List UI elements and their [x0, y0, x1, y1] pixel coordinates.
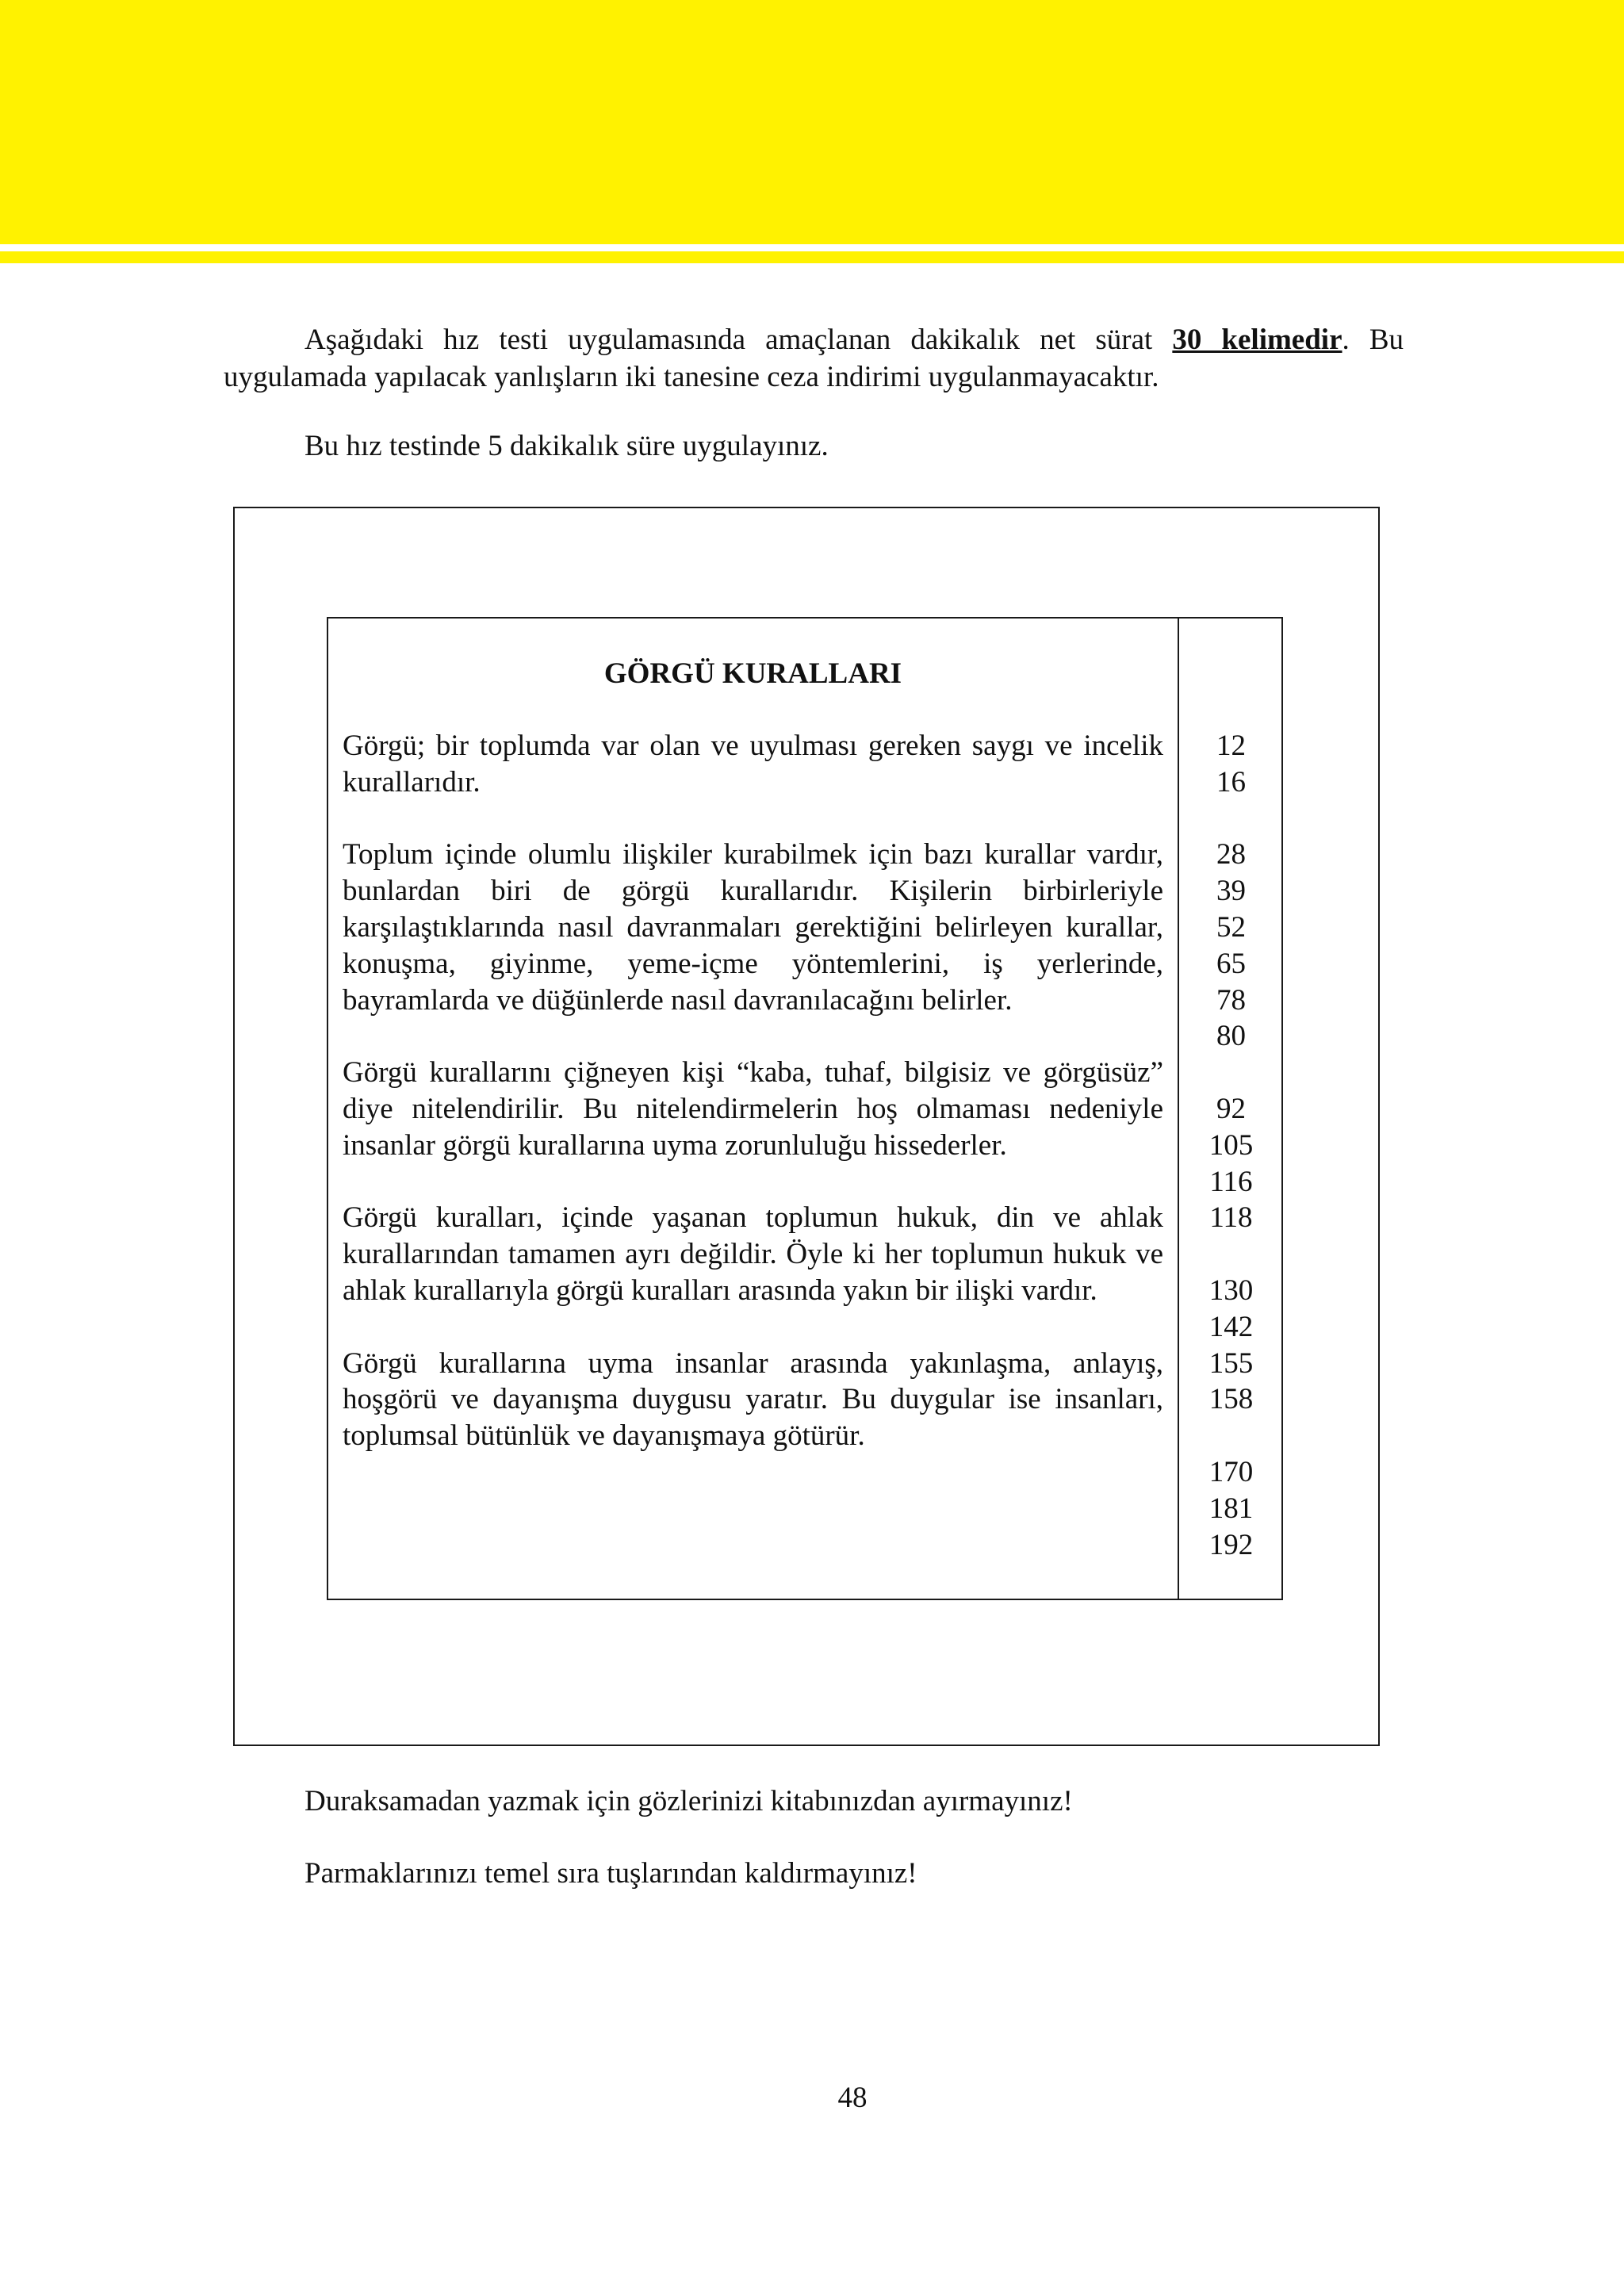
blank-line — [1179, 1236, 1283, 1273]
instructions — [224, 321, 1404, 465]
word-count-column — [1179, 728, 1283, 1563]
test-title: GÖRGÜ KURALLARI — [603, 657, 902, 690]
word-count: 192 — [1208, 1528, 1254, 1561]
instruction-speed — [224, 321, 1404, 396]
reminder-eyes: Duraksamadan yazmak için gözlerinizi kitabınızdan ayırmayınız! — [304, 1785, 1073, 1817]
word-count: 52 — [1216, 910, 1246, 944]
word-count: 80 — [1216, 1020, 1246, 1053]
word-count: 116 — [1209, 1165, 1253, 1198]
word-count: 92 — [1216, 1092, 1246, 1125]
word-count: 170 — [1208, 1455, 1254, 1488]
blank-line — [1179, 1055, 1283, 1091]
word-count: 16 — [1216, 765, 1246, 799]
test-paragraph: Görgü kuralları, içinde yaşanan toplumun hukuk, din ve ahlak kurallarından tamamen ayrı değildir. Öyle ki her toplumun hukuk ve ahlak kurallarıyla görgü kuralları arasında yakın bir ilişki vardır. — [343, 1201, 1163, 1307]
page-number: 48 — [837, 2082, 868, 2114]
test-paragraph: Görgü; bir toplumda var olan ve uyulması gereken saygı ve incelik kurallarıdır. — [343, 730, 1163, 799]
test-paragraph: Görgü kurallarına uyma insanlar arasında yakınlaşma, anlayış, hoşgörü ve dayanışma duygusu yaratır. Bu duygular ise insanları, toplumsal bütünlük ve dayanışmaya götürür. — [343, 1346, 1163, 1453]
test-paragraph: Görgü kurallarını çiğneyen kişi “kaba, tuhaf, bilgisiz ve görgüsüz” diye nitelendirilir. Bu nitelendirmelerin hoş olmaması nedeniyle insanlar görgü kurallarına uyma zorunluluğu hissederler. — [343, 1056, 1163, 1162]
word-count: 39 — [1216, 875, 1246, 908]
target-speed: 30 kelimedir — [1172, 324, 1342, 356]
word-count: 78 — [1216, 983, 1246, 1017]
word-count: 65 — [1216, 947, 1246, 980]
word-count: 142 — [1208, 1310, 1254, 1343]
instruction-time: Bu hız testinde 5 dakikalık süre uygulayınız. — [304, 430, 829, 462]
header-yellow-band — [0, 0, 1624, 244]
word-count: 130 — [1208, 1273, 1254, 1307]
test-text-column — [343, 728, 1163, 1491]
blank-line — [1179, 1418, 1283, 1454]
reminder-fingers: Parmaklarınızı temel sıra tuşlarından kaldırmayınız! — [304, 1857, 917, 1890]
blank-line — [1179, 801, 1283, 837]
reminders — [304, 1783, 1415, 1927]
instruction-text: . Bu uygulamada yapılacak yanlışların iki tanesine ceza indirimi uygulanmayacaktır. — [224, 324, 1404, 393]
word-count: 155 — [1208, 1346, 1254, 1380]
word-count: 28 — [1216, 838, 1246, 871]
header-gap — [0, 244, 1624, 251]
instruction-text: Aşağıdaki hız testi uygulamasında amaçlanan dakikalık net sürat — [304, 324, 1173, 356]
word-count: 12 — [1216, 730, 1246, 762]
word-count: 118 — [1209, 1201, 1253, 1235]
test-paragraph: Toplum içinde olumlu ilişkiler kurabilmek için bazı kurallar vardır, bunlardan biri de görgü kurallarıdır. Kişilerin birbirleriyle karşılaştıklarında nasıl davranmaları gerektiğini belirleyen kurallar, konuşma, giyinme, yeme-içme yöntemlerini, iş yerlerinde, bayramlarda ve düğünlerde nasıl davranılacağını belirler. — [343, 838, 1163, 1017]
header-yellow-stripe — [0, 251, 1624, 263]
word-count: 158 — [1208, 1383, 1254, 1416]
word-count: 105 — [1208, 1128, 1254, 1162]
word-count: 181 — [1208, 1492, 1254, 1525]
